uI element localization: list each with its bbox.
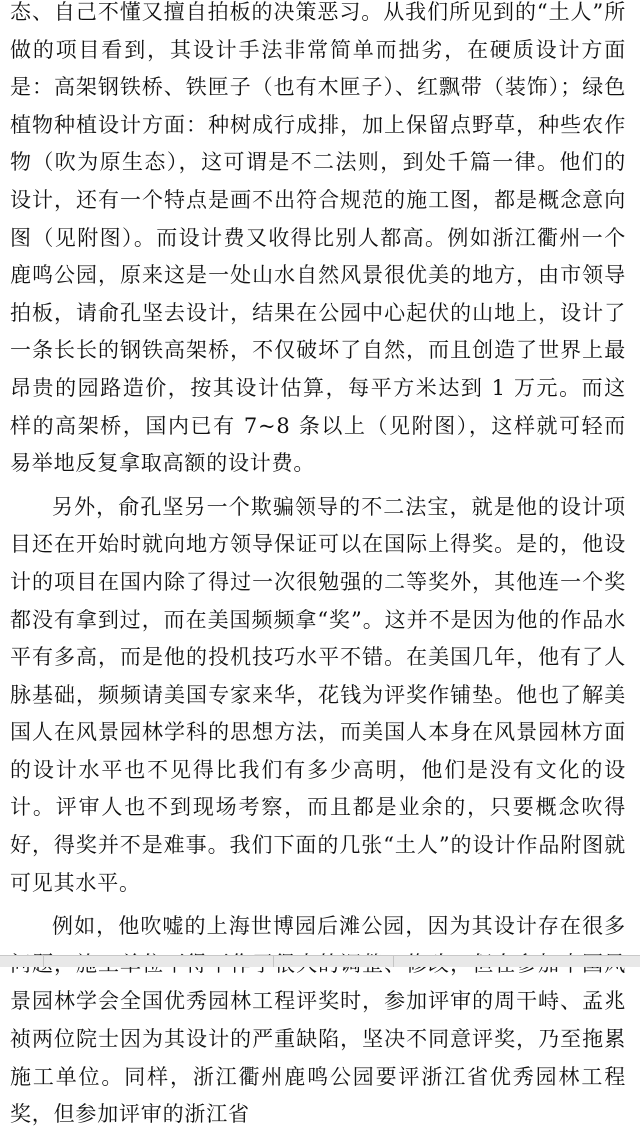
status-bar-segment bbox=[394, 956, 640, 967]
paragraph-3: 例如，他吹嘘的上海世博园后滩公园，因为其设计存在很多 景园林学会全国优秀园林工程评奖时，参加评审的周干峙、孟兆祯两位院士因为其设计的严重缺陷，坚决不同意评奖，乃至拖累施工单位。同样，浙江衢州鹿鸣公园要评浙江省优秀园林工程奖，但参加评审的浙江省 bbox=[10, 914, 626, 1127]
paragraph-1: 态、自己不懂又擅自拍板的决策恶习。从我们所见到的“土人”所做的项目看到，其设计手法非常简单而拙劣，在硬质设计方面是：高架钢铁桥、铁匣子（也有木匣子）、红飘带（装饰）；绿色植物种植设计方面：种树成行成排，加上保留点野草，种些农作物（吹为原生态），这可谓是不二法则，到处千篇一律。他们的设计，还有一个特点是画不出符合规范的施工图，都是概念意向图（见附图）。而设计费又收得比别人都高。例如浙江衢州一个鹿鸣公园，原来这是一处山水自然风景很优美的地方，由市领导拍板，请俞孔坚去设计，结果在公园中心起伏的山地上，设计了一条长长的钢铁高架桥，不仅破坏了自然，而且创造了世界上最昂贵的园路造价，按其设计估算，每平方米达到 1 万元。而这样的高架桥，国内已有 7~8 条以上（见附图），这样就可轻而易举地反复拿取高额的设计费。 bbox=[10, 0, 626, 476]
status-bar-segment bbox=[0, 956, 44, 967]
status-bar-segment bbox=[274, 956, 394, 967]
status-bar-segment bbox=[44, 956, 274, 967]
paragraph-2: 另外，俞孔坚另一个欺骗领导的不二法宝，就是他的设计项目还在开始时就向地方领导保证可以在国际上得奖。是的，他设计的项目在国内除了得过一次很勉强的二等奖外，其他连一个奖都没有拿到过，而在美国频频拿“奖”。这并不是因为他的作品水平有多高，而是他的投机技巧水平不错。在美国几年，他有了人脉基础，频频请美国专家来华，花钱为评奖作铺垫。他也了解美国人在风景园林学科的思想方法，而美国人本身在风景园林方面的设计水平也不见得比我们有多少高明，他们是没有文化的设计。评审人也不到现场考察，而且都是业余的，只要概念吹得好，得奖并不是难事。我们下面的几张“土人”的设计作品附图就可见其水平。 bbox=[10, 494, 626, 895]
status-bar bbox=[0, 955, 640, 967]
